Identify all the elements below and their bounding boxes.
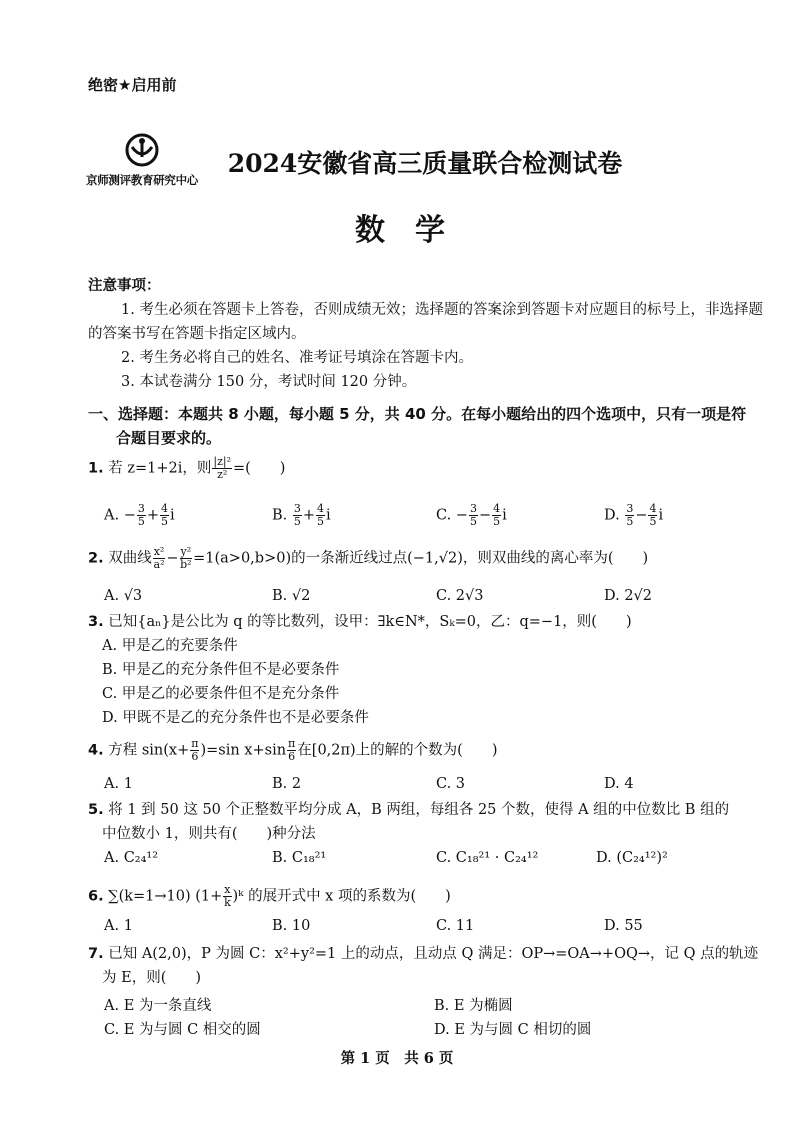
fraction	[153, 546, 166, 571]
question-5	[88, 798, 778, 846]
imaginary-unit: i	[502, 507, 507, 524]
section-heading	[88, 402, 768, 450]
fraction	[316, 503, 325, 528]
fraction-denominator: 5	[626, 515, 634, 528]
question-stem-tail: =1(a>0,b>0)的一条渐近线过点(−1,√2)，则双曲线的离心率为( )	[193, 550, 649, 567]
option-a: A. E 为一条直线	[104, 998, 212, 1014]
fraction-numerator: 4	[649, 502, 657, 515]
operator: −	[635, 507, 648, 524]
question-stem: 将 1 到 50 这 50 个正整数平均分成 A，B 两组，每组各 25 个数，使得 A 组的中位数比 B 组的	[108, 802, 730, 818]
fraction	[160, 503, 169, 528]
fraction-numerator: π	[288, 737, 296, 750]
option-b: B. 甲是乙的充分条件但不是必要条件	[102, 662, 340, 678]
question-stem-middle: )=sin x+sin	[200, 742, 287, 759]
option-c: C. 2√3	[436, 588, 484, 604]
fraction	[190, 738, 199, 763]
institution-name: 京师测评教育研究中心	[86, 173, 198, 187]
option-c: C. 3	[436, 776, 466, 792]
question-number: 6.	[88, 888, 104, 905]
fraction-denominator: 5	[137, 515, 145, 528]
operator: +	[146, 507, 159, 524]
option-d: D. 55	[604, 918, 643, 934]
option-d: D. (C₂₄¹²)²	[596, 850, 668, 866]
option-b: B. 2	[272, 776, 302, 792]
subject-title: 数学	[355, 213, 475, 248]
option-a: A. 1	[104, 918, 133, 934]
fraction-numerator: π	[191, 737, 199, 750]
option-label: C. −	[436, 507, 468, 524]
question-stem: 方程 sin(x+	[108, 742, 190, 759]
fraction-numerator: 4	[493, 502, 501, 515]
fraction-numerator: 3	[469, 502, 477, 515]
operator: −	[478, 507, 492, 524]
fraction-numerator: y²	[180, 545, 192, 558]
question-stem-line2: 为 E，则( )	[102, 970, 202, 986]
question-stem-tail: )ᵏ 的展开式中 x 项的系数为( )	[232, 888, 451, 905]
question-stem: 双曲线	[108, 550, 152, 567]
fraction-denominator: 6	[288, 750, 296, 763]
notice-item-1: 1. 考生必须在答题卡上答卷，否则成绩无效；选择题的答案涂到答题卡对应题目的标号上，非选择题的答案书写在答题卡指定区域内。	[88, 302, 763, 342]
question-number: 2.	[88, 550, 104, 567]
exam-title: 2024安徽省高三质量联合检测试卷	[227, 149, 623, 178]
option-d: D. E 为与圆 C 相切的圆	[434, 1022, 592, 1038]
fraction-denominator: 5	[649, 515, 657, 528]
fraction	[293, 503, 302, 528]
fraction	[287, 738, 296, 763]
option-label: B.	[272, 507, 292, 524]
question-number: 1.	[88, 460, 104, 477]
fraction-denominator: 5	[161, 515, 168, 528]
option-c: C. E 为与圆 C 相交的圆	[104, 1022, 261, 1038]
option-b: B. C₁₈²¹	[272, 850, 327, 866]
question-1	[88, 456, 778, 481]
fraction-numerator: 3	[293, 502, 301, 515]
question-number: 7.	[88, 946, 104, 962]
fraction	[648, 503, 657, 528]
option-b: B. 10	[272, 918, 311, 934]
fraction-denominator: k	[224, 896, 231, 909]
notice-item-2: 2. 考生务必将自己的姓名、准考证号填涂在答题卡内。	[121, 350, 473, 366]
fraction-numerator: x²	[153, 545, 165, 558]
option-b: B. E 为椭圆	[434, 998, 513, 1014]
section-heading-line2: 合题目要求的。	[116, 429, 222, 447]
question-stem: 已知{aₙ}是公比为 q 的等比数列，设甲：∃k∈N*，Sₖ=0，乙：q=−1，则( )	[108, 614, 632, 630]
fraction-numerator: |z|²	[213, 455, 231, 468]
imaginary-unit: i	[658, 507, 664, 524]
fraction-denominator: z²	[217, 468, 228, 481]
option-c: C. 11	[436, 918, 475, 934]
fraction	[212, 456, 232, 481]
option-d	[604, 503, 663, 528]
fraction-denominator: 6	[191, 750, 199, 763]
fraction-denominator: 5	[293, 515, 301, 528]
imaginary-unit: i	[326, 507, 331, 524]
question-4	[88, 738, 778, 763]
fraction	[223, 884, 231, 909]
option-a	[104, 503, 175, 528]
fraction	[492, 503, 501, 528]
option-a: A. 甲是乙的充要条件	[102, 638, 238, 654]
fraction-denominator: 5	[317, 515, 325, 528]
option-a: A. C₂₄¹²	[104, 850, 159, 866]
question-2	[88, 546, 778, 571]
option-a: A. √3	[104, 588, 143, 604]
fraction-denominator: 5	[493, 515, 501, 528]
fraction-numerator: 4	[161, 502, 168, 515]
fraction	[180, 546, 193, 571]
question-stem-line2: 中位数小 1，则共有( )种分法	[102, 826, 316, 842]
question-7	[88, 942, 778, 990]
question-number: 4.	[88, 742, 104, 759]
question-stem-tail: =( )	[232, 460, 286, 477]
fraction-denominator: a²	[153, 558, 165, 571]
notice-block	[88, 274, 768, 394]
question-stem: 若 z=1+2i，则	[108, 460, 212, 477]
fraction-denominator: 5	[469, 515, 477, 528]
question-3	[88, 610, 778, 730]
operator: +	[302, 507, 316, 524]
option-b: B. √2	[272, 588, 311, 604]
option-d: D. 2√2	[604, 588, 653, 604]
imaginary-unit: i	[170, 507, 175, 524]
option-d: D. 4	[604, 776, 634, 792]
page-footer: 第 1 页 共 6 页	[340, 1050, 454, 1067]
question-number: 5.	[88, 802, 104, 818]
question-stem-tail: 在[0,2π)上的解的个数为( )	[297, 742, 498, 759]
option-c: C. 甲是乙的必要条件但不是充分条件	[102, 686, 340, 702]
option-c: C. C₁₈²¹ · C₂₄¹²	[436, 850, 539, 866]
notice-item-3: 3. 本试卷满分 150 分，考试时间 120 分钟。	[121, 374, 417, 390]
fraction-numerator: x	[224, 883, 231, 896]
option-d: D. 甲既不是乙的充分条件也不是必要条件	[102, 710, 369, 726]
question-stem: ∑(k=1→10) (1+	[108, 888, 223, 905]
question-stem: 已知 A(2,0)，P 为圆 C：x²+y²=1 上的动点，且动点 Q 满足：OP→=OA→+OQ→，记 Q 点的轨迹	[108, 946, 759, 962]
notice-heading: 注意事项：	[88, 278, 161, 294]
option-a: A. 1	[104, 776, 133, 792]
option-label: D.	[604, 507, 625, 524]
option-b	[272, 503, 331, 528]
question-number: 3.	[88, 614, 104, 630]
fraction-numerator: 3	[137, 502, 145, 515]
option-label: A. −	[104, 507, 136, 524]
fraction-numerator: 3	[626, 502, 634, 515]
fraction-denominator: b²	[180, 558, 192, 571]
fraction	[469, 503, 478, 528]
question-6	[88, 884, 778, 909]
fraction-numerator: 4	[317, 502, 325, 515]
section-heading-line1: 一、选择题：本题共 8 小题，每小题 5 分，共 40 分。在每小题给出的四个选项中，只有一项是符	[88, 405, 747, 423]
operator: −	[166, 550, 179, 567]
fraction	[137, 503, 146, 528]
fraction	[625, 503, 634, 528]
option-c	[436, 503, 507, 528]
confidential-label: 绝密★启用前	[88, 76, 177, 94]
